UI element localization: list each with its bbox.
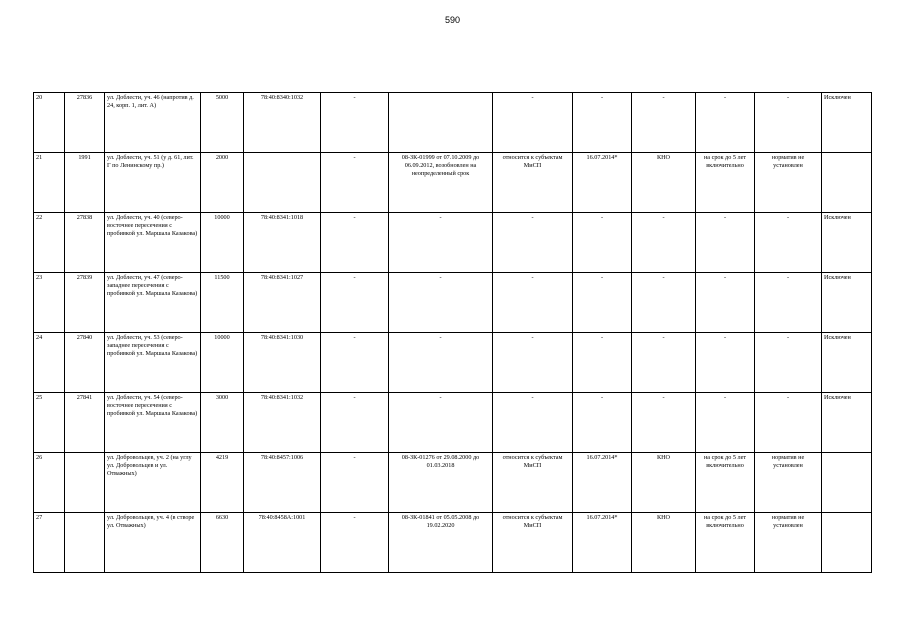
cell-column-6: - (321, 153, 389, 213)
cell-address: ул. Доблести, уч. 53 (северо-западнее пересечения с пробивкой ул. Маршала Казакова) (105, 333, 201, 393)
cell-address: ул. Добровольцев, уч. 2 (на углу ул. Добровольцев и ул. Отважных) (105, 453, 201, 513)
cell-date: - (573, 213, 632, 273)
cell-cadastral-number (244, 153, 321, 213)
cell-area: 3000 (201, 393, 244, 453)
cell-note: Исключен (822, 333, 872, 393)
cell-note: Исключен (822, 393, 872, 453)
cell-kno: - (632, 333, 696, 393)
cell-cadastral-number: 78:40:8457:1006 (244, 453, 321, 513)
cell-date: 16.07.2014* (573, 153, 632, 213)
cell-date: - (573, 93, 632, 153)
cell-address: ул. Доблести, уч. 46 (напротив д. 24, корп. 1, лит. А) (105, 93, 201, 153)
cell-row-number: 25 (34, 393, 65, 453)
cell-date: - (573, 393, 632, 453)
cell-smp-status: - (493, 393, 573, 453)
cell-column-6: - (321, 333, 389, 393)
cell-note (822, 513, 872, 573)
cell-kno: - (632, 93, 696, 153)
table-row (34, 273, 872, 333)
cell-area: 6630 (201, 513, 244, 573)
cell-norm: - (755, 93, 822, 153)
cell-contract (389, 93, 493, 153)
cell-smp-status: относится к субъектам МиСП (493, 453, 573, 513)
cell-kno: КНО (632, 453, 696, 513)
cell-norm: норматив не установлен (755, 513, 822, 573)
cell-area: 4219 (201, 453, 244, 513)
cell-address: ул. Доблести, уч. 54 (северо-восточнее пересечения с пробивкой ул. Маршала Казакова) (105, 393, 201, 453)
cell-column-6: - (321, 513, 389, 573)
cell-object-id: 27839 (65, 273, 105, 333)
table-row (34, 453, 872, 513)
cell-object-id: 27841 (65, 393, 105, 453)
cell-contract: - (389, 273, 493, 333)
cell-object-id: 27838 (65, 213, 105, 273)
cell-note: Исключен (822, 93, 872, 153)
cell-norm: норматив не установлен (755, 153, 822, 213)
cell-contract: 08-ЗК-01999 от 07.10.2009 до 06.09.2012, возобновлен на неопределенный срок (389, 153, 493, 213)
cell-address: ул. Добровольцев, уч. 4 (в створе ул. Отважных) (105, 513, 201, 573)
cell-object-id (65, 453, 105, 513)
cell-address: ул. Доблести, уч. 40 (северо-восточнее пересечения с пробивкой ул. Маршала Казакова) (105, 213, 201, 273)
cell-address: ул. Доблести, уч. 47 (северо-западнее пересечения с пробивкой ул. Маршала Казакова) (105, 273, 201, 333)
cell-term: - (696, 333, 755, 393)
cell-note: Исключен (822, 273, 872, 333)
cell-norm: - (755, 393, 822, 453)
cell-kno: - (632, 213, 696, 273)
cell-term: на срок до 5 лет включительно (696, 153, 755, 213)
cell-kno: КНО (632, 513, 696, 573)
cell-note (822, 453, 872, 513)
cell-contract: - (389, 213, 493, 273)
registry-table (33, 92, 872, 573)
cell-norm: - (755, 213, 822, 273)
table-row (34, 213, 872, 273)
table-row (34, 93, 872, 153)
cell-area: 10000 (201, 333, 244, 393)
cell-area: 5000 (201, 93, 244, 153)
cell-cadastral-number: 78:40:8341:1032 (244, 393, 321, 453)
cell-object-id (65, 513, 105, 573)
cell-row-number: 27 (34, 513, 65, 573)
cell-object-id: 1991 (65, 153, 105, 213)
cell-area: 2000 (201, 153, 244, 213)
cell-norm: - (755, 333, 822, 393)
cell-cadastral-number: 78:40:8341:1027 (244, 273, 321, 333)
cell-row-number: 21 (34, 153, 65, 213)
cell-cadastral-number: 78:40:8341:1018 (244, 213, 321, 273)
cell-address: ул. Доблести, уч. 51 (у д. 61, лит. Г по Ленинскому пр.) (105, 153, 201, 213)
cell-row-number: 20 (34, 93, 65, 153)
page-number: 590 (444, 15, 461, 25)
cell-term: - (696, 273, 755, 333)
cell-column-6: - (321, 393, 389, 453)
cell-norm: норматив не установлен (755, 453, 822, 513)
cell-contract: - (389, 333, 493, 393)
table-row (34, 393, 872, 453)
cell-area: 10000 (201, 213, 244, 273)
cell-smp-status: - (493, 93, 573, 153)
cell-area: 11500 (201, 273, 244, 333)
cell-note (822, 153, 872, 213)
cell-smp-status: - (493, 273, 573, 333)
cell-smp-status: относится к субъектам МиСП (493, 153, 573, 213)
cell-contract: - (389, 393, 493, 453)
cell-row-number: 24 (34, 333, 65, 393)
cell-term: - (696, 213, 755, 273)
cell-term: на срок до 5 лет включительно (696, 453, 755, 513)
cell-row-number: 22 (34, 213, 65, 273)
cell-cadastral-number: 78:40:8458А:1001 (244, 513, 321, 573)
cell-column-6: - (321, 213, 389, 273)
cell-date: - (573, 273, 632, 333)
cell-term: на срок до 5 лет включительно (696, 513, 755, 573)
cell-cadastral-number: 78:40:8341:1030 (244, 333, 321, 393)
cell-object-id: 27836 (65, 93, 105, 153)
cell-contract: 08-ЗК-01841 от 05.05.2008 до 19.02.2020 (389, 513, 493, 573)
cell-note: Исключен (822, 213, 872, 273)
cell-smp-status: - (493, 333, 573, 393)
cell-date: - (573, 333, 632, 393)
cell-norm: - (755, 273, 822, 333)
cell-row-number: 26 (34, 453, 65, 513)
cell-kno: - (632, 393, 696, 453)
cell-term: - (696, 93, 755, 153)
table-row (34, 513, 872, 573)
cell-smp-status: - (493, 213, 573, 273)
cell-column-6: - (321, 273, 389, 333)
cell-kno: - (632, 273, 696, 333)
cell-date: 16.07.2014* (573, 453, 632, 513)
cell-row-number: 23 (34, 273, 65, 333)
table-row (34, 153, 872, 213)
cell-contract: 08-ЗК-01276 от 29.08.2000 до 01.03.2018 (389, 453, 493, 513)
cell-object-id: 27840 (65, 333, 105, 393)
cell-column-6: - (321, 453, 389, 513)
cell-date: 16.07.2014* (573, 513, 632, 573)
cell-term: - (696, 393, 755, 453)
cell-cadastral-number: 78:40:8340:1032 (244, 93, 321, 153)
cell-column-6: - (321, 93, 389, 153)
table-row (34, 333, 872, 393)
cell-smp-status: относится к субъектам МиСП (493, 513, 573, 573)
cell-kno: КНО (632, 153, 696, 213)
